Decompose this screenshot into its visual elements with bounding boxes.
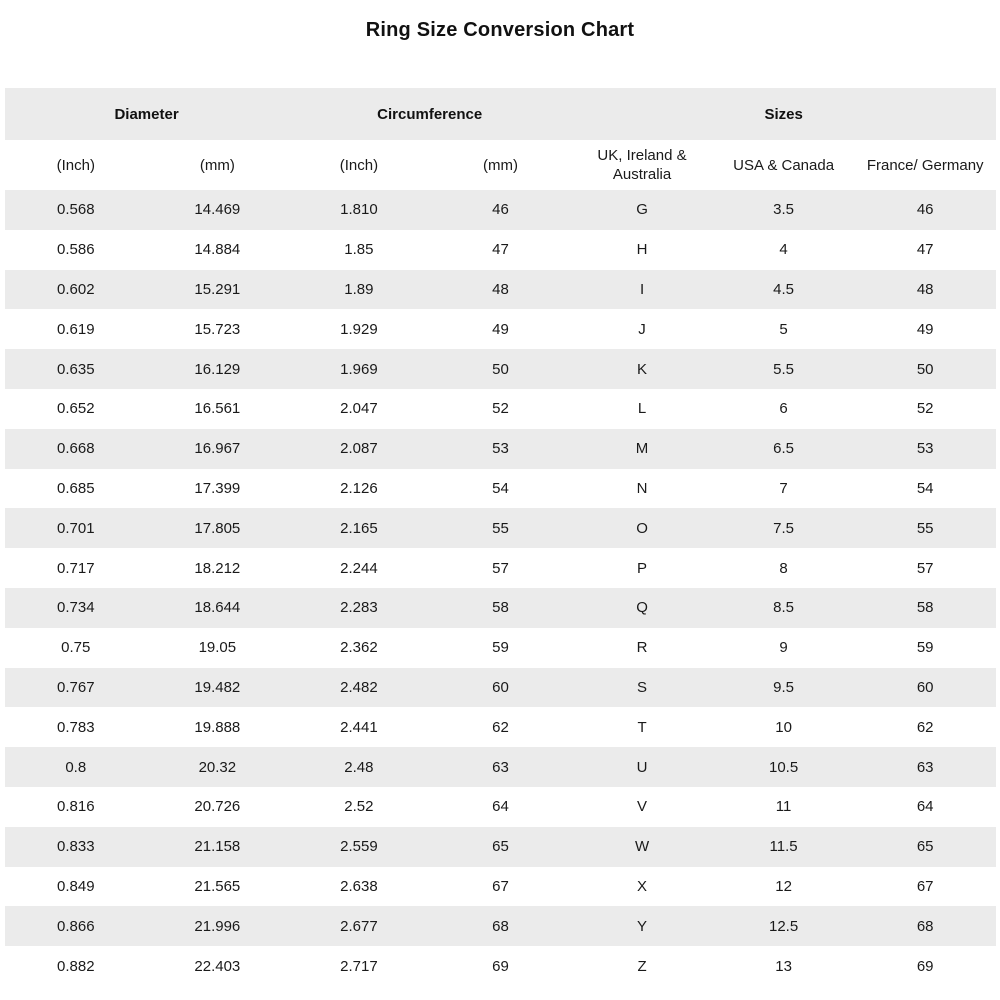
table-cell: 63 <box>916 758 934 776</box>
table-row <box>5 429 996 469</box>
table-cell: 0.635 <box>57 360 95 378</box>
table-cell: 0.652 <box>57 400 95 418</box>
table-cell: 47 <box>492 241 509 259</box>
table-cell: 57 <box>916 559 934 577</box>
table-cell: 19.482 <box>194 678 241 696</box>
table-cell: 6.5 <box>773 440 795 458</box>
table-cell: 10 <box>775 718 792 736</box>
table-cell: V <box>637 798 648 816</box>
table-cell: 16.561 <box>194 400 241 418</box>
table-cell: 0.586 <box>57 241 95 259</box>
ring-size-table <box>5 88 996 986</box>
table-cell: 2.48 <box>344 758 374 776</box>
table-cell: 0.8 <box>65 758 87 776</box>
table-row <box>5 707 996 747</box>
table-cell: 55 <box>916 519 934 537</box>
table-cell: 67 <box>492 877 509 895</box>
table-cell: 13 <box>775 957 792 975</box>
table-cell: Z <box>637 957 647 975</box>
table-cell: 55 <box>492 519 509 537</box>
table-cell: 53 <box>492 440 509 458</box>
table-cell: 0.783 <box>57 718 95 736</box>
table-cell: 47 <box>916 241 934 259</box>
table-cell: 0.767 <box>57 678 95 696</box>
table-row <box>5 867 996 907</box>
table-row <box>5 349 996 389</box>
table-cell: 17.399 <box>194 479 241 497</box>
table-cell: 2.244 <box>340 559 378 577</box>
table-cell: R <box>636 639 648 657</box>
table-cell: 53 <box>916 440 934 458</box>
table-row <box>5 827 996 867</box>
table-cell: 1.969 <box>340 360 378 378</box>
table-cell: 2.482 <box>340 678 378 696</box>
table-row <box>5 469 996 509</box>
table-cell: 46 <box>916 201 934 219</box>
table-cell: 0.568 <box>57 201 95 219</box>
table-cell: 10.5 <box>768 758 799 776</box>
table-row <box>5 946 996 986</box>
table-cell: 2.717 <box>340 957 378 975</box>
column-header-diameter-mm: (mm) <box>199 156 235 174</box>
group-header-row <box>5 88 996 140</box>
table-cell: 2.047 <box>340 400 378 418</box>
table-cell: 62 <box>916 718 934 736</box>
table-row <box>5 548 996 588</box>
table-cell: 0.668 <box>57 440 95 458</box>
table-cell: 15.723 <box>194 320 241 338</box>
table-cell: 62 <box>492 718 509 736</box>
table-cell: 7.5 <box>773 519 795 537</box>
table-cell: 0.685 <box>57 479 95 497</box>
table-row <box>5 230 996 270</box>
table-row <box>5 309 996 349</box>
table-row <box>5 508 996 548</box>
table-cell: 60 <box>916 678 934 696</box>
table-cell: 2.283 <box>340 599 378 617</box>
column-header-circumference-inch: (Inch) <box>339 156 379 174</box>
column-header-france-germany: France/ Germany <box>866 156 984 174</box>
table-cell: 5.5 <box>773 360 795 378</box>
table-cell: 46 <box>492 201 509 219</box>
table-cell: 14.884 <box>194 241 241 259</box>
table-cell: Q <box>636 599 648 617</box>
table-row <box>5 588 996 628</box>
table-cell: 2.52 <box>344 798 374 816</box>
table-cell: 64 <box>916 798 934 816</box>
table-cell: 68 <box>492 917 509 935</box>
column-header-row <box>5 140 996 190</box>
table-cell: 8 <box>779 559 788 577</box>
table-cell: 21.158 <box>194 838 241 856</box>
table-cell: 50 <box>492 360 509 378</box>
table-cell: 48 <box>492 280 509 298</box>
table-cell: H <box>636 241 648 259</box>
table-cell: 4.5 <box>773 280 795 298</box>
table-cell: 12 <box>775 877 792 895</box>
table-cell: U <box>636 758 648 776</box>
table-cell: 6 <box>779 400 788 418</box>
table-cell: 60 <box>492 678 509 696</box>
table-cell: 15.291 <box>194 280 241 298</box>
column-header-diameter-inch: (Inch) <box>56 156 95 174</box>
table-cell: 48 <box>916 280 934 298</box>
table-cell: 54 <box>492 479 509 497</box>
table-cell: 18.212 <box>194 559 241 577</box>
table-row <box>5 787 996 827</box>
table-cell: 54 <box>916 479 934 497</box>
table-row <box>5 747 996 787</box>
table-cell: 1.89 <box>344 280 374 298</box>
table-cell: 64 <box>492 798 509 816</box>
table-row <box>5 628 996 668</box>
table-cell: X <box>637 877 648 895</box>
table-cell: 1.85 <box>344 241 374 259</box>
table-cell: 19.05 <box>198 639 237 657</box>
table-cell: O <box>636 519 648 537</box>
table-cell: 2.087 <box>340 440 378 458</box>
table-cell: T <box>637 718 647 736</box>
table-cell: 0.882 <box>57 957 95 975</box>
table-row <box>5 270 996 310</box>
table-cell: 65 <box>492 838 509 856</box>
table-cell: L <box>637 400 647 418</box>
table-cell: Y <box>637 917 648 935</box>
table-cell: G <box>636 201 648 219</box>
table-cell: 0.717 <box>57 559 95 577</box>
table-body <box>5 190 996 986</box>
column-header-circumference-mm: (mm) <box>482 156 518 174</box>
table-cell: 0.849 <box>57 877 95 895</box>
table-cell: 49 <box>916 320 934 338</box>
table-cell: 58 <box>916 599 934 617</box>
table-cell: 20.726 <box>194 798 241 816</box>
table-cell: W <box>634 838 650 856</box>
table-row <box>5 668 996 708</box>
table-cell: 21.996 <box>194 917 241 935</box>
group-header-sizes: Sizes <box>764 105 803 123</box>
table-cell: 19.888 <box>194 718 241 736</box>
table-cell: 9 <box>779 639 788 657</box>
table-cell: 50 <box>916 360 934 378</box>
table-cell: J <box>638 320 646 338</box>
table-cell: 0.866 <box>57 917 95 935</box>
table-cell: 68 <box>916 917 934 935</box>
table-cell: 2.677 <box>340 917 378 935</box>
column-header-uk-ireland-australia: UK, Ireland & Australia <box>597 147 687 183</box>
table-cell: 4 <box>779 241 788 259</box>
table-cell: S <box>637 678 648 696</box>
table-cell: 0.602 <box>57 280 95 298</box>
group-header-circumference: Circumference <box>377 105 483 123</box>
table-cell: 65 <box>916 838 934 856</box>
table-cell: 14.469 <box>194 201 241 219</box>
table-cell: 0.619 <box>57 320 95 338</box>
table-cell: 0.734 <box>57 599 95 617</box>
table-cell: 2.165 <box>340 519 378 537</box>
table-cell: 59 <box>916 639 934 657</box>
table-cell: 49 <box>492 320 509 338</box>
table-cell: 58 <box>492 599 509 617</box>
table-cell: M <box>635 440 649 458</box>
table-cell: 0.701 <box>57 519 95 537</box>
table-cell: 21.565 <box>194 877 241 895</box>
table-row <box>5 389 996 429</box>
table-cell: 69 <box>492 957 509 975</box>
table-cell: 17.805 <box>194 519 241 537</box>
table-row <box>5 190 996 230</box>
group-header-diameter: Diameter <box>114 105 179 123</box>
table-cell: 67 <box>916 877 934 895</box>
table-cell: 3.5 <box>773 201 795 219</box>
table-cell: N <box>636 479 648 497</box>
table-cell: 8.5 <box>773 599 795 617</box>
table-cell: 16.967 <box>194 440 241 458</box>
table-cell: 0.816 <box>57 798 95 816</box>
table-cell: 11.5 <box>769 838 798 856</box>
page-title: Ring Size Conversion Chart <box>365 19 635 41</box>
table-cell: 18.644 <box>194 599 241 617</box>
table-cell: 2.638 <box>340 877 378 895</box>
table-cell: 9.5 <box>773 678 795 696</box>
table-cell: P <box>637 559 648 577</box>
table-cell: 11 <box>775 798 792 816</box>
column-header-usa-canada: USA & Canada <box>733 156 835 174</box>
table-cell: 20.32 <box>198 758 237 776</box>
table-cell: I <box>639 280 645 298</box>
table-cell: 57 <box>492 559 509 577</box>
table-row <box>5 906 996 946</box>
table-cell: 52 <box>916 400 934 418</box>
table-cell: 59 <box>492 639 509 657</box>
table-cell: 2.441 <box>340 718 378 736</box>
table-cell: 16.129 <box>194 360 241 378</box>
table-cell: 2.362 <box>340 639 378 657</box>
table-cell: 1.929 <box>340 320 378 338</box>
table-cell: 2.559 <box>340 838 378 856</box>
table-cell: K <box>637 360 648 378</box>
table-cell: 2.126 <box>340 479 378 497</box>
table-cell: 0.833 <box>57 838 95 856</box>
table-cell: 5 <box>779 320 788 338</box>
table-cell: 69 <box>916 957 934 975</box>
table-cell: 12.5 <box>768 917 799 935</box>
table-cell: 1.810 <box>340 201 378 219</box>
table-cell: 63 <box>492 758 509 776</box>
table-cell: 7 <box>779 479 788 497</box>
table-cell: 52 <box>492 400 509 418</box>
table-cell: 0.75 <box>61 639 91 657</box>
table-cell: 22.403 <box>194 957 241 975</box>
